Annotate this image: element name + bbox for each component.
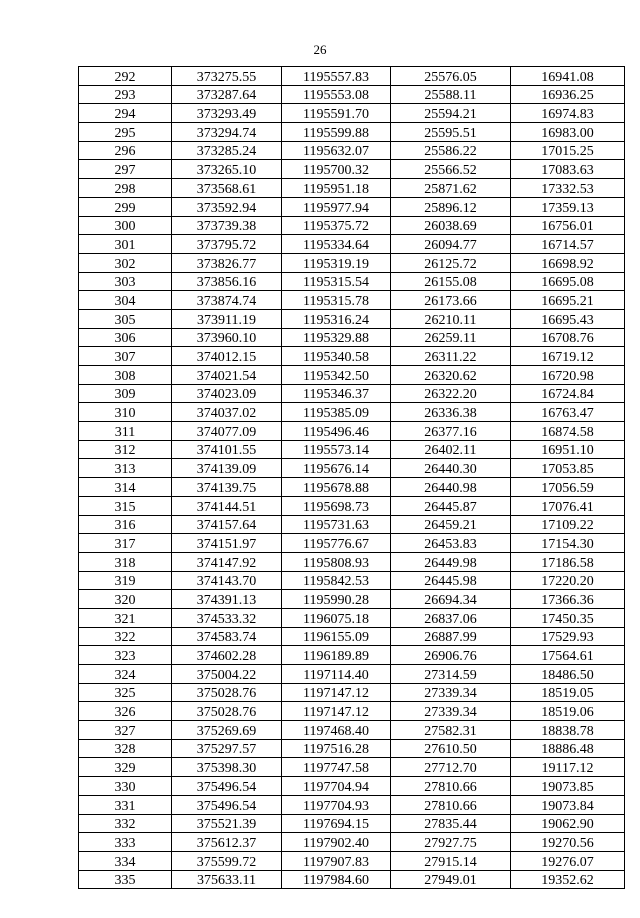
point-number-cell: 304 <box>79 291 172 310</box>
y-coordinate-cell: 1197747.58 <box>282 758 391 777</box>
table-row <box>79 702 625 721</box>
page-number: 26 <box>313 42 327 57</box>
point-number-cell: 313 <box>79 459 172 478</box>
point-number-cell: 294 <box>79 104 172 123</box>
x-coordinate-cell: 375496.54 <box>172 795 282 814</box>
point-number-cell: 319 <box>79 571 172 590</box>
local-x-cell: 26459.21 <box>391 515 511 534</box>
y-coordinate-cell: 1195776.67 <box>282 534 391 553</box>
point-number-cell: 326 <box>79 702 172 721</box>
local-x-cell: 26445.98 <box>391 571 511 590</box>
x-coordinate-cell: 373287.64 <box>172 85 282 104</box>
local-y-cell: 17332.53 <box>511 179 625 198</box>
x-coordinate-cell: 373795.72 <box>172 235 282 254</box>
local-x-cell: 25576.05 <box>391 67 511 86</box>
x-coordinate-cell: 373293.49 <box>172 104 282 123</box>
table-row <box>79 253 625 272</box>
point-number-cell: 317 <box>79 534 172 553</box>
local-y-cell: 17186.58 <box>511 552 625 571</box>
x-coordinate-cell: 374151.97 <box>172 534 282 553</box>
table-row <box>79 422 625 441</box>
local-y-cell: 16936.25 <box>511 85 625 104</box>
x-coordinate-cell: 373275.55 <box>172 67 282 86</box>
coordinates-table-container <box>78 66 601 889</box>
local-x-cell: 26694.34 <box>391 590 511 609</box>
y-coordinate-cell: 1195340.58 <box>282 347 391 366</box>
point-number-cell: 332 <box>79 814 172 833</box>
local-x-cell: 26837.06 <box>391 608 511 627</box>
local-y-cell: 16708.76 <box>511 328 625 347</box>
table-row <box>79 291 625 310</box>
local-y-cell: 17366.36 <box>511 590 625 609</box>
local-x-cell: 26320.62 <box>391 366 511 385</box>
x-coordinate-cell: 375398.30 <box>172 758 282 777</box>
table-row <box>79 739 625 758</box>
point-number-cell: 310 <box>79 403 172 422</box>
table-row <box>79 552 625 571</box>
local-y-cell: 19276.07 <box>511 851 625 870</box>
point-number-cell: 308 <box>79 366 172 385</box>
x-coordinate-cell: 374143.70 <box>172 571 282 590</box>
local-y-cell: 18486.50 <box>511 665 625 684</box>
x-coordinate-cell: 374144.51 <box>172 496 282 515</box>
local-y-cell: 16974.83 <box>511 104 625 123</box>
y-coordinate-cell: 1196189.89 <box>282 646 391 665</box>
local-x-cell: 25896.12 <box>391 197 511 216</box>
local-y-cell: 16719.12 <box>511 347 625 366</box>
point-number-cell: 331 <box>79 795 172 814</box>
local-y-cell: 16695.08 <box>511 272 625 291</box>
local-y-cell: 17359.13 <box>511 197 625 216</box>
table-row <box>79 833 625 852</box>
y-coordinate-cell: 1195315.54 <box>282 272 391 291</box>
y-coordinate-cell: 1197147.12 <box>282 683 391 702</box>
y-coordinate-cell: 1195346.37 <box>282 384 391 403</box>
point-number-cell: 300 <box>79 216 172 235</box>
local-x-cell: 26440.30 <box>391 459 511 478</box>
y-coordinate-cell: 1197907.83 <box>282 851 391 870</box>
y-coordinate-cell: 1195808.93 <box>282 552 391 571</box>
x-coordinate-cell: 375633.11 <box>172 870 282 889</box>
local-y-cell: 16695.43 <box>511 309 625 328</box>
y-coordinate-cell: 1195951.18 <box>282 179 391 198</box>
x-coordinate-cell: 374012.15 <box>172 347 282 366</box>
local-y-cell: 16951.10 <box>511 440 625 459</box>
point-number-cell: 299 <box>79 197 172 216</box>
y-coordinate-cell: 1197704.94 <box>282 777 391 796</box>
y-coordinate-cell: 1195573.14 <box>282 440 391 459</box>
x-coordinate-cell: 374583.74 <box>172 627 282 646</box>
point-number-cell: 292 <box>79 67 172 86</box>
point-number-cell: 329 <box>79 758 172 777</box>
x-coordinate-cell: 374077.09 <box>172 422 282 441</box>
x-coordinate-cell: 375004.22 <box>172 665 282 684</box>
local-x-cell: 26210.11 <box>391 309 511 328</box>
local-x-cell: 27810.66 <box>391 795 511 814</box>
x-coordinate-cell: 373739.38 <box>172 216 282 235</box>
point-number-cell: 303 <box>79 272 172 291</box>
local-y-cell: 17015.25 <box>511 141 625 160</box>
y-coordinate-cell: 1195329.88 <box>282 328 391 347</box>
table-row <box>79 272 625 291</box>
table-row <box>79 795 625 814</box>
local-x-cell: 27582.31 <box>391 721 511 740</box>
y-coordinate-cell: 1197984.60 <box>282 870 391 889</box>
local-x-cell: 27339.34 <box>391 702 511 721</box>
point-number-cell: 297 <box>79 160 172 179</box>
point-number-cell: 318 <box>79 552 172 571</box>
table-row <box>79 235 625 254</box>
point-number-cell: 307 <box>79 347 172 366</box>
local-x-cell: 25595.51 <box>391 123 511 142</box>
local-y-cell: 18886.48 <box>511 739 625 758</box>
table-row <box>79 347 625 366</box>
y-coordinate-cell: 1195342.50 <box>282 366 391 385</box>
local-x-cell: 27927.75 <box>391 833 511 852</box>
point-number-cell: 312 <box>79 440 172 459</box>
local-x-cell: 25566.52 <box>391 160 511 179</box>
y-coordinate-cell: 1195990.28 <box>282 590 391 609</box>
x-coordinate-cell: 373911.19 <box>172 309 282 328</box>
point-number-cell: 333 <box>79 833 172 852</box>
local-x-cell: 26453.83 <box>391 534 511 553</box>
x-coordinate-cell: 374147.92 <box>172 552 282 571</box>
table-row <box>79 571 625 590</box>
point-number-cell: 323 <box>79 646 172 665</box>
x-coordinate-cell: 374101.55 <box>172 440 282 459</box>
local-x-cell: 27314.59 <box>391 665 511 684</box>
table-row <box>79 160 625 179</box>
local-y-cell: 16756.01 <box>511 216 625 235</box>
local-x-cell: 26125.72 <box>391 253 511 272</box>
table-row <box>79 328 625 347</box>
local-x-cell: 27949.01 <box>391 870 511 889</box>
local-y-cell: 18519.05 <box>511 683 625 702</box>
point-number-cell: 295 <box>79 123 172 142</box>
table-row <box>79 496 625 515</box>
table-row <box>79 590 625 609</box>
y-coordinate-cell: 1197704.93 <box>282 795 391 814</box>
x-coordinate-cell: 375028.76 <box>172 702 282 721</box>
table-row <box>79 384 625 403</box>
table-row <box>79 67 625 86</box>
table-row <box>79 870 625 889</box>
local-y-cell: 17076.41 <box>511 496 625 515</box>
table-row <box>79 179 625 198</box>
y-coordinate-cell: 1197516.28 <box>282 739 391 758</box>
coordinates-table <box>78 66 625 889</box>
local-x-cell: 27712.70 <box>391 758 511 777</box>
local-x-cell: 26155.08 <box>391 272 511 291</box>
y-coordinate-cell: 1197147.12 <box>282 702 391 721</box>
point-number-cell: 298 <box>79 179 172 198</box>
local-y-cell: 16874.58 <box>511 422 625 441</box>
table-row <box>79 478 625 497</box>
local-y-cell: 16763.47 <box>511 403 625 422</box>
local-x-cell: 26038.69 <box>391 216 511 235</box>
local-y-cell: 16941.08 <box>511 67 625 86</box>
y-coordinate-cell: 1195496.46 <box>282 422 391 441</box>
table-row <box>79 683 625 702</box>
local-x-cell: 26336.38 <box>391 403 511 422</box>
y-coordinate-cell: 1197114.40 <box>282 665 391 684</box>
x-coordinate-cell: 374139.75 <box>172 478 282 497</box>
x-coordinate-cell: 374021.54 <box>172 366 282 385</box>
x-coordinate-cell: 374157.64 <box>172 515 282 534</box>
x-coordinate-cell: 374391.13 <box>172 590 282 609</box>
table-row <box>79 141 625 160</box>
point-number-cell: 334 <box>79 851 172 870</box>
table-row <box>79 197 625 216</box>
y-coordinate-cell: 1195700.32 <box>282 160 391 179</box>
table-row <box>79 403 625 422</box>
point-number-cell: 301 <box>79 235 172 254</box>
coordinates-table-body <box>79 67 625 889</box>
y-coordinate-cell: 1195385.09 <box>282 403 391 422</box>
point-number-cell: 320 <box>79 590 172 609</box>
local-x-cell: 26322.20 <box>391 384 511 403</box>
y-coordinate-cell: 1196075.18 <box>282 608 391 627</box>
x-coordinate-cell: 375028.76 <box>172 683 282 702</box>
local-y-cell: 19270.56 <box>511 833 625 852</box>
point-number-cell: 327 <box>79 721 172 740</box>
point-number-cell: 324 <box>79 665 172 684</box>
local-x-cell: 26445.87 <box>391 496 511 515</box>
point-number-cell: 296 <box>79 141 172 160</box>
x-coordinate-cell: 373826.77 <box>172 253 282 272</box>
table-row <box>79 646 625 665</box>
local-y-cell: 16983.00 <box>511 123 625 142</box>
local-x-cell: 26402.11 <box>391 440 511 459</box>
x-coordinate-cell: 373285.24 <box>172 141 282 160</box>
point-number-cell: 302 <box>79 253 172 272</box>
y-coordinate-cell: 1195731.63 <box>282 515 391 534</box>
x-coordinate-cell: 375269.69 <box>172 721 282 740</box>
local-y-cell: 19117.12 <box>511 758 625 777</box>
x-coordinate-cell: 373592.94 <box>172 197 282 216</box>
local-x-cell: 26449.98 <box>391 552 511 571</box>
point-number-cell: 321 <box>79 608 172 627</box>
point-number-cell: 325 <box>79 683 172 702</box>
point-number-cell: 335 <box>79 870 172 889</box>
local-x-cell: 26311.22 <box>391 347 511 366</box>
y-coordinate-cell: 1195842.53 <box>282 571 391 590</box>
local-y-cell: 16695.21 <box>511 291 625 310</box>
point-number-cell: 322 <box>79 627 172 646</box>
local-x-cell: 26094.77 <box>391 235 511 254</box>
local-x-cell: 27610.50 <box>391 739 511 758</box>
local-x-cell: 26259.11 <box>391 328 511 347</box>
x-coordinate-cell: 375521.39 <box>172 814 282 833</box>
local-y-cell: 16720.98 <box>511 366 625 385</box>
x-coordinate-cell: 374139.09 <box>172 459 282 478</box>
y-coordinate-cell: 1197694.15 <box>282 814 391 833</box>
y-coordinate-cell: 1195678.88 <box>282 478 391 497</box>
local-y-cell: 17220.20 <box>511 571 625 590</box>
table-row <box>79 440 625 459</box>
local-y-cell: 19073.85 <box>511 777 625 796</box>
table-row <box>79 851 625 870</box>
local-y-cell: 17056.59 <box>511 478 625 497</box>
y-coordinate-cell: 1195977.94 <box>282 197 391 216</box>
local-y-cell: 17109.22 <box>511 515 625 534</box>
local-x-cell: 25594.21 <box>391 104 511 123</box>
point-number-cell: 293 <box>79 85 172 104</box>
table-row <box>79 777 625 796</box>
y-coordinate-cell: 1195334.64 <box>282 235 391 254</box>
y-coordinate-cell: 1195375.72 <box>282 216 391 235</box>
local-y-cell: 17529.93 <box>511 627 625 646</box>
table-row <box>79 216 625 235</box>
local-y-cell: 17083.63 <box>511 160 625 179</box>
point-number-cell: 316 <box>79 515 172 534</box>
y-coordinate-cell: 1195315.78 <box>282 291 391 310</box>
local-x-cell: 25871.62 <box>391 179 511 198</box>
local-x-cell: 26887.99 <box>391 627 511 646</box>
point-number-cell: 314 <box>79 478 172 497</box>
point-number-cell: 309 <box>79 384 172 403</box>
local-x-cell: 27915.14 <box>391 851 511 870</box>
x-coordinate-cell: 373874.74 <box>172 291 282 310</box>
y-coordinate-cell: 1195316.24 <box>282 309 391 328</box>
y-coordinate-cell: 1195632.07 <box>282 141 391 160</box>
local-y-cell: 18838.78 <box>511 721 625 740</box>
point-number-cell: 305 <box>79 309 172 328</box>
table-row <box>79 85 625 104</box>
local-y-cell: 17450.35 <box>511 608 625 627</box>
table-row <box>79 104 625 123</box>
point-number-cell: 328 <box>79 739 172 758</box>
y-coordinate-cell: 1195591.70 <box>282 104 391 123</box>
local-x-cell: 26173.66 <box>391 291 511 310</box>
x-coordinate-cell: 374023.09 <box>172 384 282 403</box>
y-coordinate-cell: 1196155.09 <box>282 627 391 646</box>
local-y-cell: 16714.57 <box>511 235 625 254</box>
x-coordinate-cell: 373856.16 <box>172 272 282 291</box>
local-y-cell: 17154.30 <box>511 534 625 553</box>
table-row <box>79 721 625 740</box>
x-coordinate-cell: 373265.10 <box>172 160 282 179</box>
table-row <box>79 515 625 534</box>
x-coordinate-cell: 373568.61 <box>172 179 282 198</box>
y-coordinate-cell: 1197902.40 <box>282 833 391 852</box>
local-y-cell: 19352.62 <box>511 870 625 889</box>
table-row <box>79 758 625 777</box>
x-coordinate-cell: 375297.57 <box>172 739 282 758</box>
x-coordinate-cell: 375496.54 <box>172 777 282 796</box>
local-x-cell: 27810.66 <box>391 777 511 796</box>
x-coordinate-cell: 374037.02 <box>172 403 282 422</box>
point-number-cell: 315 <box>79 496 172 515</box>
y-coordinate-cell: 1195676.14 <box>282 459 391 478</box>
y-coordinate-cell: 1195319.19 <box>282 253 391 272</box>
y-coordinate-cell: 1197468.40 <box>282 721 391 740</box>
table-row <box>79 534 625 553</box>
x-coordinate-cell: 375599.72 <box>172 851 282 870</box>
x-coordinate-cell: 375612.37 <box>172 833 282 852</box>
x-coordinate-cell: 374602.28 <box>172 646 282 665</box>
table-row <box>79 665 625 684</box>
y-coordinate-cell: 1195599.88 <box>282 123 391 142</box>
local-x-cell: 27835.44 <box>391 814 511 833</box>
y-coordinate-cell: 1195557.83 <box>282 67 391 86</box>
x-coordinate-cell: 373960.10 <box>172 328 282 347</box>
x-coordinate-cell: 373294.74 <box>172 123 282 142</box>
table-row <box>79 627 625 646</box>
local-y-cell: 16724.84 <box>511 384 625 403</box>
table-row <box>79 309 625 328</box>
point-number-cell: 311 <box>79 422 172 441</box>
local-x-cell: 25588.11 <box>391 85 511 104</box>
local-y-cell: 19073.84 <box>511 795 625 814</box>
local-x-cell: 26906.76 <box>391 646 511 665</box>
table-row <box>79 608 625 627</box>
local-x-cell: 27339.34 <box>391 683 511 702</box>
local-y-cell: 18519.06 <box>511 702 625 721</box>
table-row <box>79 123 625 142</box>
local-x-cell: 26440.98 <box>391 478 511 497</box>
local-y-cell: 19062.90 <box>511 814 625 833</box>
y-coordinate-cell: 1195698.73 <box>282 496 391 515</box>
local-y-cell: 16698.92 <box>511 253 625 272</box>
local-x-cell: 25586.22 <box>391 141 511 160</box>
local-x-cell: 26377.16 <box>391 422 511 441</box>
y-coordinate-cell: 1195553.08 <box>282 85 391 104</box>
x-coordinate-cell: 374533.32 <box>172 608 282 627</box>
table-row <box>79 814 625 833</box>
table-row <box>79 459 625 478</box>
local-y-cell: 17564.61 <box>511 646 625 665</box>
table-row <box>79 366 625 385</box>
point-number-cell: 306 <box>79 328 172 347</box>
point-number-cell: 330 <box>79 777 172 796</box>
local-y-cell: 17053.85 <box>511 459 625 478</box>
